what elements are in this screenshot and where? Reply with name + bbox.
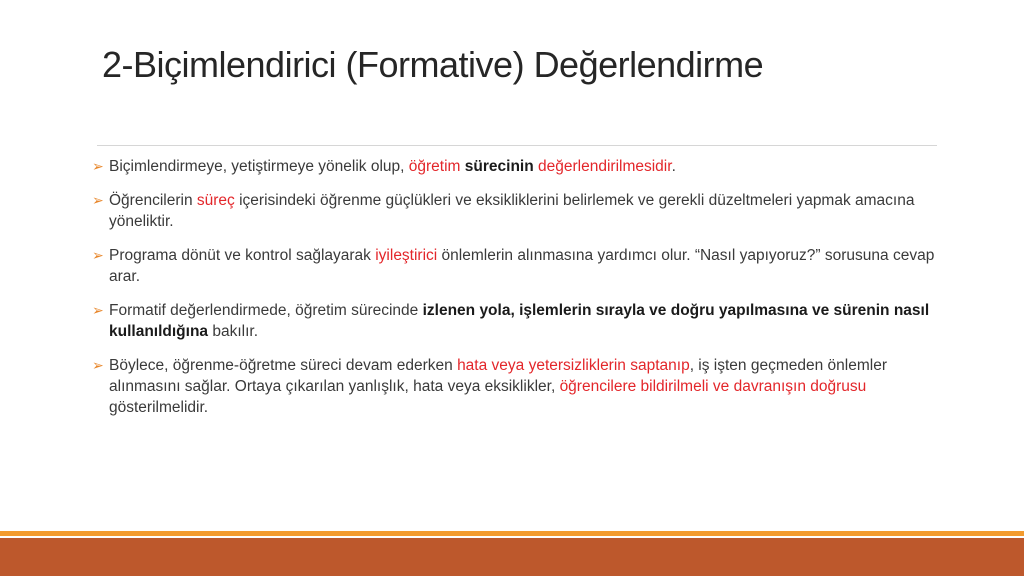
bullet-text-segment: Böylece, öğrenme-öğretme süreci devam ederken (109, 357, 458, 374)
bullet-text-segment: öğrencilere bildirilmeli ve davranışın doğrusu (559, 378, 867, 395)
bullet-text-segment: izlenen yola, işlemlerin sırayla ve doğru yapılmasına ve sürenin nasıl kullanıldığına (109, 302, 934, 340)
bullet-item (92, 156, 942, 177)
title-divider (97, 145, 937, 146)
arrow-bullet-icon: ➢ (92, 357, 104, 373)
bullet-text-segment: sürecinin (464, 158, 534, 175)
footer-bar (0, 538, 1024, 576)
bullet-text-segment: . (671, 158, 676, 175)
arrow-bullet-icon: ➢ (92, 158, 104, 174)
bullet-text-segment: bakılır. (208, 323, 259, 340)
bullet-text-segment: Formatif değerlendirmede, öğretim sürecinde (109, 302, 423, 319)
bullet-text-segment: hata veya yetersizliklerin saptanıp (457, 357, 690, 374)
bullet-text-segment: önlemlerin alınmasına yardımcı olur. “Nasıl yapıyoruz?” sorusuna cevap arar. (109, 247, 939, 285)
bullet-item (92, 190, 942, 232)
bullet-text-segment: Biçimlendirmeye, yetiştirmeye yönelik olup, (109, 158, 409, 175)
arrow-bullet-icon: ➢ (92, 302, 104, 318)
bullet-text-segment: iyileştirici (375, 247, 438, 264)
bullet-text-segment: süreç (196, 192, 235, 209)
bullet-item (92, 300, 942, 342)
bullet-text-segment: , iş işten geçmeden önlemler alınmasını sağlar. Ortaya çıkarılan yanlışlık, hata veya eksiklikler, (109, 357, 892, 395)
slide-title: 2-Biçimlendirici (Formative) Değerlendirme (102, 44, 764, 85)
arrow-bullet-icon: ➢ (92, 192, 104, 208)
bullet-text-segment: Programa dönüt ve kontrol sağlayarak (109, 247, 376, 264)
bullet-text-segment: içerisindeki öğrenme güçlükleri ve eksikliklerini belirlemek ve gerekli düzeltmeleri yapmak amacına yöneliktir. (109, 192, 919, 230)
bullet-text-segment: değerlendirilmesidir (538, 158, 672, 175)
bullet-item (92, 355, 942, 418)
bullet-list (92, 156, 942, 431)
bullet-item (92, 245, 942, 287)
footer-accent-line (0, 531, 1024, 536)
bullet-text-segment: Öğrencilerin (109, 192, 197, 209)
arrow-bullet-icon: ➢ (92, 247, 104, 263)
bullet-text-segment: gösterilmelidir. (109, 378, 871, 416)
bullet-text-segment: öğretim (408, 158, 461, 175)
